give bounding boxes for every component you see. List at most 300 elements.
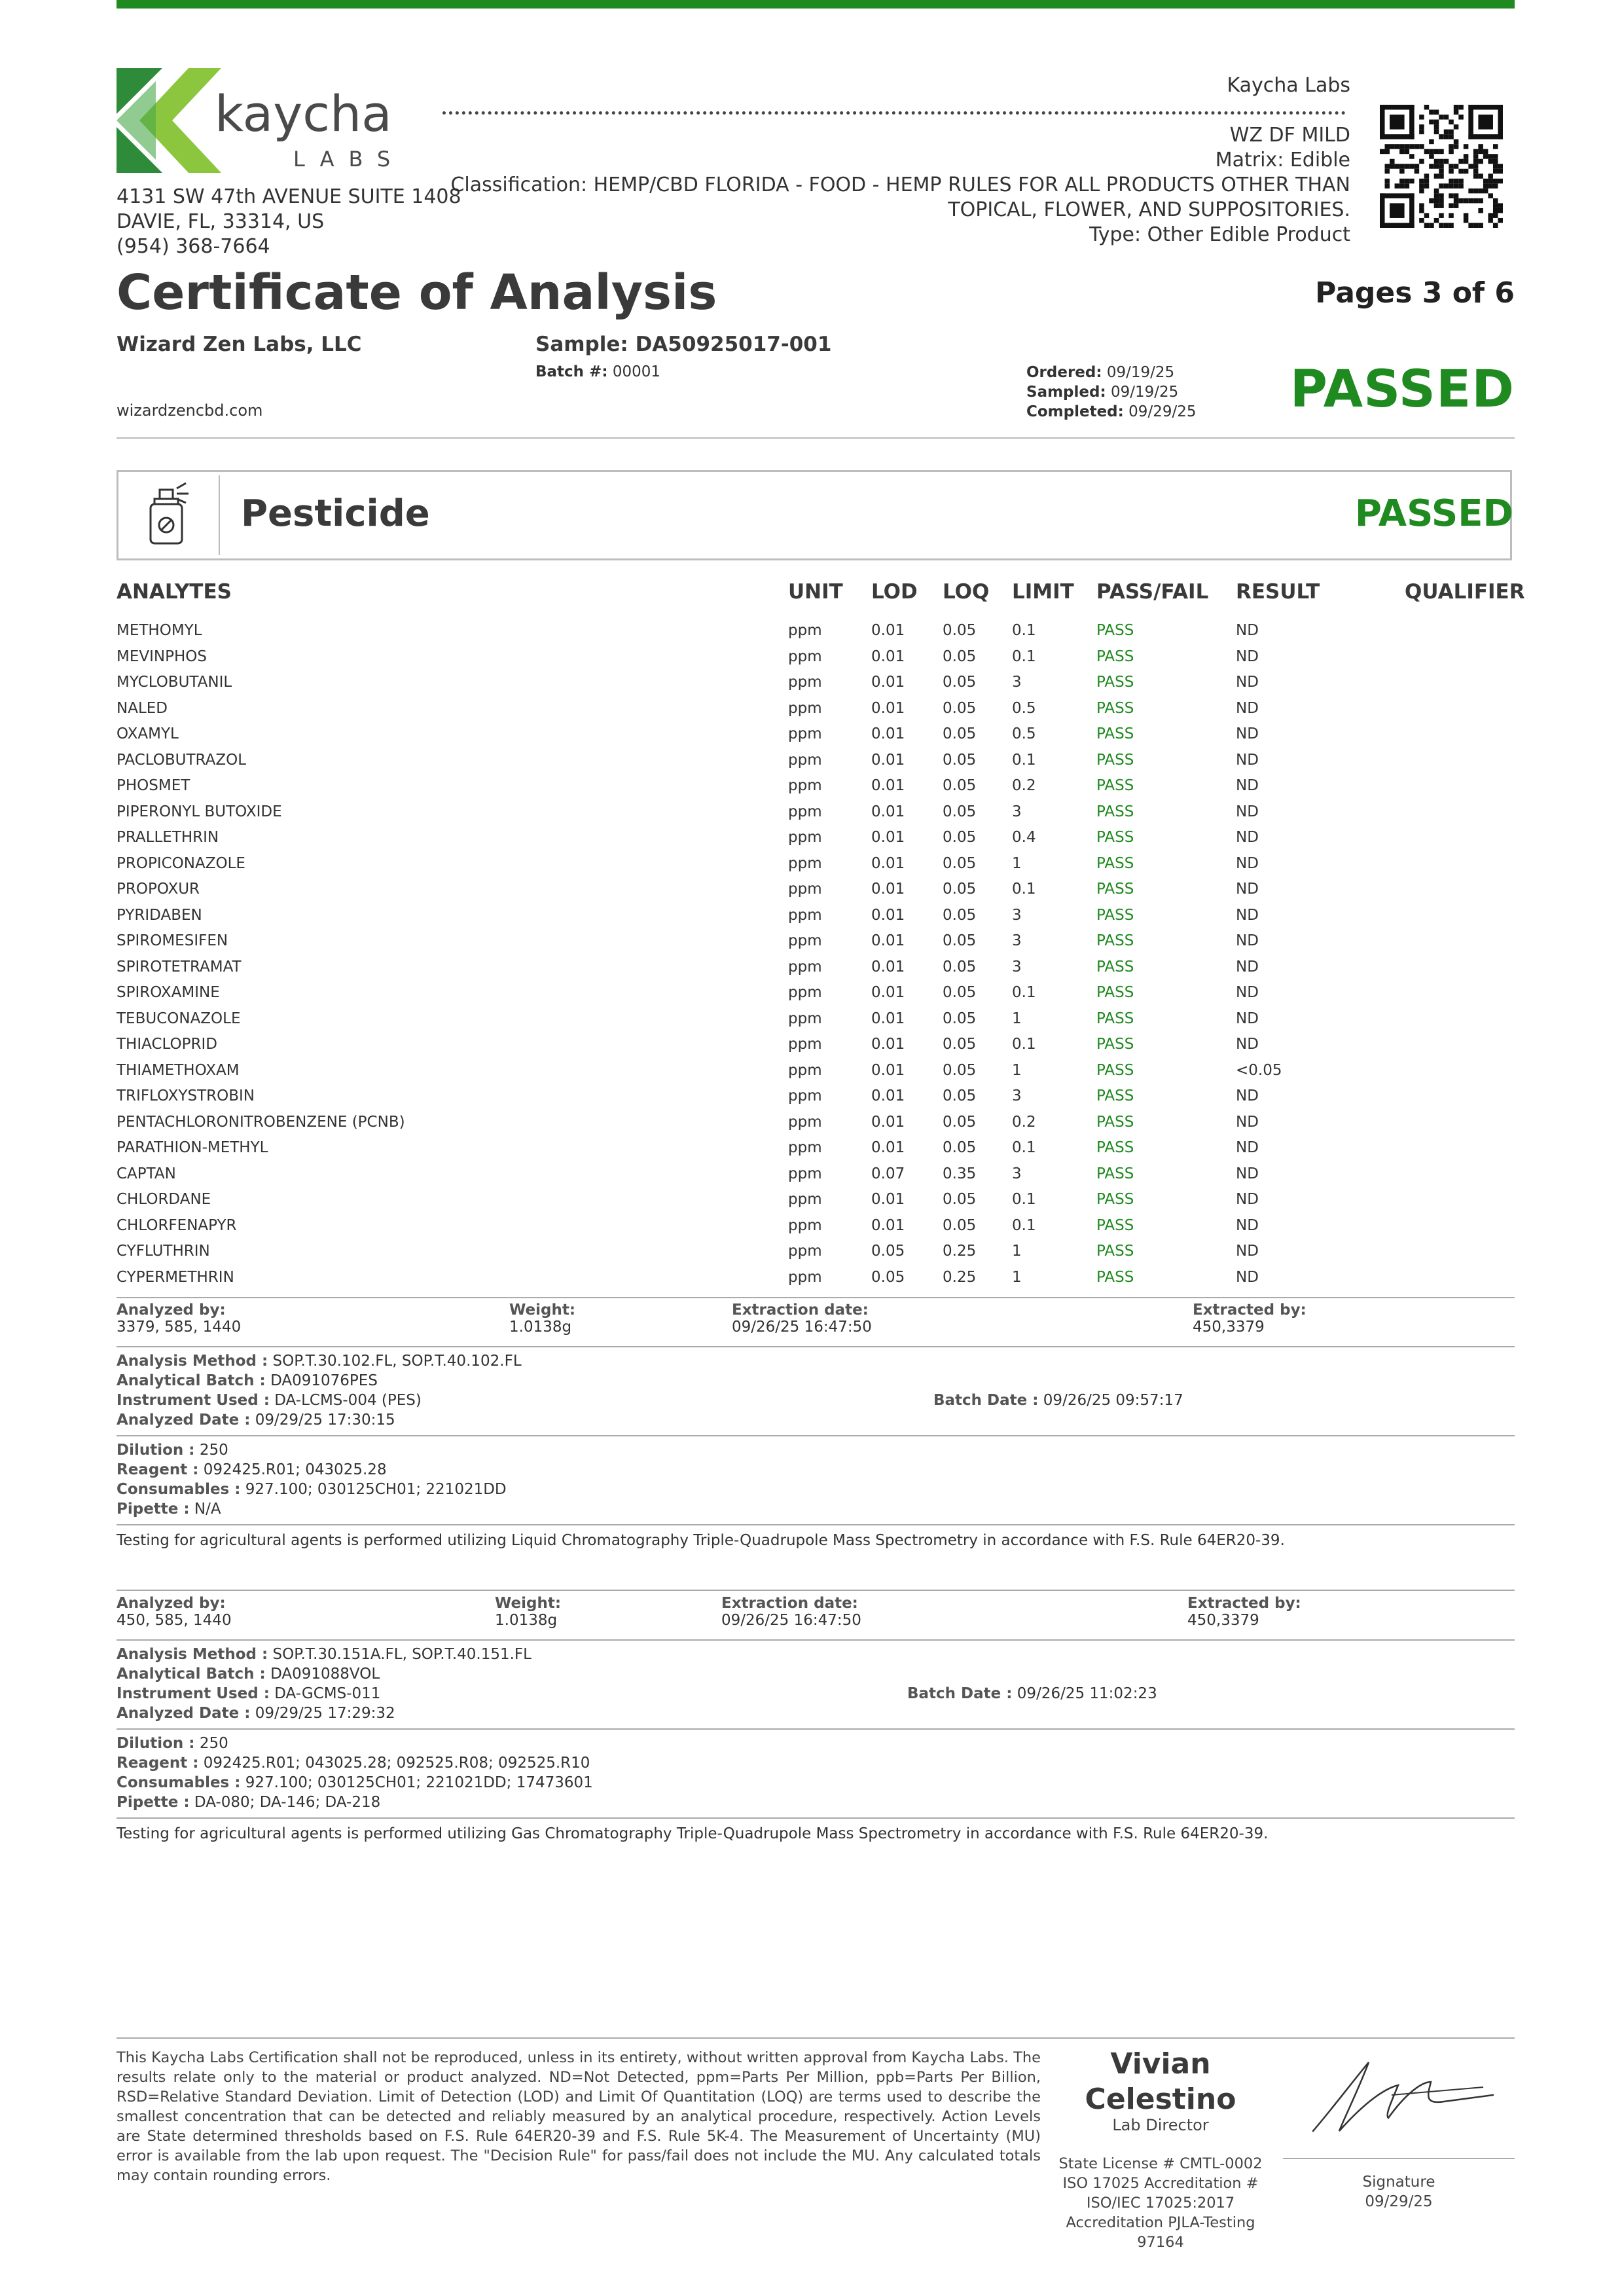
qr-code[interactable] — [1380, 105, 1503, 228]
analyte-name: CYPERMETHRIN — [117, 1268, 234, 1286]
loq-cell: 0.05 — [943, 751, 977, 769]
result-cell: ND — [1236, 803, 1259, 820]
product-info — [434, 73, 1350, 247]
unit-cell: ppm — [788, 1061, 822, 1079]
loq-cell: 0.05 — [943, 984, 977, 1001]
block1-batch-date — [933, 1391, 1183, 1410]
batch-date-label: Batch Date : — [933, 1392, 1039, 1409]
extraction-date-label: Extraction date: — [732, 1302, 869, 1319]
director-title: Lab Director — [1112, 2116, 1209, 2134]
extraction-date-value: 09/26/25 16:47:50 — [732, 1319, 872, 1336]
sample-id: Sample: DA50925017-001 — [535, 333, 832, 356]
batch-label: Batch #: — [535, 363, 608, 380]
lod-cell: 0.01 — [871, 1113, 905, 1131]
analyte-name: CHLORDANE — [117, 1191, 211, 1208]
loq-cell: 0.05 — [943, 1010, 977, 1027]
limit-cell: 0.1 — [1012, 1216, 1036, 1234]
pass-fail-cell: PASS — [1096, 1087, 1134, 1104]
batch-date-value: 09/26/25 09:57:17 — [1043, 1392, 1183, 1409]
disclaimer-text: This Kaycha Labs Certification shall not be reproduced, unless in its entirety, without written approval from Kaycha Labs. The results relate only to the material or product analyzed. ND=Not Detected, ppm=Parts Per Million, ppb=Parts Per Billion, RSD=Relative Standard Deviation. Limit of Detection (LOD) and Limit Of Quantitation (LOQ) are terms used to describe the smallest concentration that can be detected and reliably measured by an analytical procedure, respectively. Action Levels are State determined thresholds based on F.S. Rule 64ER20-39 and F.S. Rule 5K-4. The Measurement of Uncertainty (MU) error is available from the lab upon request. The "Decision Rule" for pass/fail does not include the MU. Any calculated totals may contain rounding errors. — [117, 2049, 1041, 2184]
unit-cell: ppm — [788, 751, 822, 769]
table-row — [0, 1265, 1622, 1290]
result-cell: ND — [1236, 725, 1259, 742]
analytical-batch-value: DA091088VOL — [270, 1666, 380, 1683]
block1-analyzed-by — [117, 1302, 241, 1336]
classification-line-1: Classification: HEMP/CBD FLORIDA - FOOD - HEMP RULES FOR ALL PRODUCTS OTHER THAN — [450, 173, 1350, 196]
unit-cell: ppm — [788, 674, 822, 691]
limit-cell: 0.1 — [1012, 1036, 1036, 1053]
block2-batch-date — [907, 1684, 1157, 1704]
result-cell: ND — [1236, 1010, 1259, 1027]
analyte-name: METHOMYL — [117, 622, 202, 639]
result-cell: ND — [1236, 1243, 1259, 1260]
pass-fail-cell: PASS — [1096, 647, 1134, 665]
block1-rule-2 — [117, 1435, 1515, 1436]
block2-reagent-info — [117, 1734, 593, 1812]
analysis-method-label: Analysis Method : — [117, 1353, 268, 1370]
lod-cell: 0.01 — [871, 906, 905, 924]
table-row — [0, 1032, 1622, 1057]
unit-cell: ppm — [788, 1010, 822, 1027]
client-name: Wizard Zen Labs, LLC — [117, 333, 362, 356]
block1-rule-3 — [117, 1524, 1515, 1525]
unit-cell: ppm — [788, 1243, 822, 1260]
kaycha-logo-icon — [117, 68, 405, 173]
reagent-label: Reagent : — [117, 1461, 199, 1478]
extracted-by-label: Extracted by: — [1187, 1595, 1301, 1612]
lab-phone: (954) 368-7664 — [117, 235, 270, 258]
footer-divider — [117, 2037, 1515, 2039]
analyzed-date-value: 09/29/25 17:29:32 — [255, 1705, 395, 1722]
reagent-value: 092425.R01; 043025.28 — [203, 1461, 387, 1478]
limit-cell: 0.2 — [1012, 1113, 1036, 1131]
result-cell: ND — [1236, 622, 1259, 639]
table-row — [0, 1058, 1622, 1084]
analyzed-by-label: Analyzed by: — [117, 1595, 226, 1612]
reagent-value: 092425.R01; 043025.28; 092525.R08; 092525.R10 — [203, 1755, 590, 1772]
limit-cell: 1 — [1012, 1268, 1022, 1286]
batch-value: 00001 — [612, 363, 661, 380]
col-header-pass-fail: PASS/FAIL — [1096, 580, 1209, 604]
loq-cell: 0.05 — [943, 1087, 977, 1104]
analyte-name: PHOSMET — [117, 777, 190, 794]
analyte-name: CHLORFENAPYR — [117, 1216, 237, 1234]
unit-cell: ppm — [788, 699, 822, 717]
block1-extracted-by — [1193, 1302, 1307, 1336]
table-row — [0, 851, 1622, 877]
col-header-lod: LOD — [871, 580, 918, 604]
analyte-name: SPIROTETRAMAT — [117, 958, 242, 975]
page-count: Pages 3 of 6 — [1315, 276, 1515, 310]
lod-cell: 0.01 — [871, 829, 905, 846]
table-row — [0, 1213, 1622, 1239]
table-bottom-rule — [117, 1297, 1515, 1298]
product-type: Type: Other Edible Product — [1089, 223, 1350, 246]
analyzed-by-value: 450, 585, 1440 — [117, 1612, 232, 1629]
table-row — [0, 773, 1622, 799]
signature-date: 09/29/25 — [1365, 2193, 1433, 2210]
block1-weight — [509, 1302, 575, 1336]
lod-cell: 0.05 — [871, 1243, 905, 1260]
lod-cell: 0.01 — [871, 725, 905, 742]
table-row — [0, 1187, 1622, 1212]
classification-line-2: TOPICAL, FLOWER, AND SUPPOSITORIES. — [948, 198, 1350, 221]
lod-cell: 0.01 — [871, 1139, 905, 1156]
pass-fail-cell: PASS — [1096, 1268, 1134, 1286]
batch-number — [535, 363, 660, 380]
limit-cell: 0.4 — [1012, 829, 1036, 846]
result-cell: ND — [1236, 1191, 1259, 1208]
loq-cell: 0.05 — [943, 1139, 977, 1156]
result-cell: ND — [1236, 881, 1259, 898]
signature-line — [1283, 2158, 1515, 2159]
consumables-label: Consumables : — [117, 1481, 241, 1498]
overall-status-badge: PASSED — [1289, 360, 1515, 419]
result-cell: ND — [1236, 854, 1259, 872]
limit-cell: 3 — [1012, 932, 1022, 949]
unit-cell: ppm — [788, 854, 822, 872]
result-cell: ND — [1236, 1216, 1259, 1234]
table-row — [0, 1135, 1622, 1161]
weight-value: 1.0138g — [509, 1319, 572, 1336]
table-row — [0, 1006, 1622, 1032]
pass-fail-cell: PASS — [1096, 751, 1134, 769]
dilution-label: Dilution : — [117, 1442, 195, 1459]
analyte-name: SPIROMESIFEN — [117, 932, 228, 949]
col-header-limit: LIMIT — [1012, 580, 1074, 604]
lod-cell: 0.01 — [871, 622, 905, 639]
pass-fail-cell: PASS — [1096, 674, 1134, 691]
lab-address — [117, 185, 461, 259]
block1-rule-1 — [117, 1346, 1515, 1347]
col-header-analytes: ANALYTES — [117, 580, 232, 604]
pass-fail-cell: PASS — [1096, 803, 1134, 820]
analyte-name: THIACLOPRID — [117, 1036, 217, 1053]
unit-cell: ppm — [788, 932, 822, 949]
pass-fail-cell: PASS — [1096, 854, 1134, 872]
unit-cell: ppm — [788, 1165, 822, 1182]
pipette-label: Pipette : — [117, 1794, 190, 1811]
instrument-value: DA-GCMS-011 — [274, 1685, 381, 1702]
extraction-date-value: 09/26/25 16:47:50 — [721, 1612, 861, 1629]
pass-fail-cell: PASS — [1096, 906, 1134, 924]
analyte-name: CAPTAN — [117, 1165, 176, 1182]
unit-cell: ppm — [788, 803, 822, 820]
analyte-name: TEBUCONAZOLE — [117, 1010, 241, 1027]
pass-fail-cell: PASS — [1096, 1165, 1134, 1182]
analyte-name: MEVINPHOS — [117, 647, 207, 665]
dilution-label: Dilution : — [117, 1735, 195, 1752]
limit-cell: 0.2 — [1012, 777, 1036, 794]
pipette-label: Pipette : — [117, 1501, 190, 1518]
license-info: State License # CMTL-0002 ISO 17025 Accreditation # ISO/IEC 17025:2017 Accreditation PJLA-Testing 97164 — [1058, 2155, 1263, 2251]
section-title: Pesticide — [241, 492, 430, 535]
unit-cell: ppm — [788, 1087, 822, 1104]
limit-cell: 0.1 — [1012, 984, 1036, 1001]
table-row — [0, 670, 1622, 695]
lod-cell: 0.07 — [871, 1165, 905, 1182]
loq-cell: 0.25 — [943, 1268, 977, 1286]
dilution-value: 250 — [199, 1442, 228, 1459]
unit-cell: ppm — [788, 622, 822, 639]
limit-cell: 0.1 — [1012, 881, 1036, 898]
table-row — [0, 1161, 1622, 1187]
table-row — [0, 799, 1622, 825]
unit-cell: ppm — [788, 1191, 822, 1208]
loq-cell: 0.05 — [943, 803, 977, 820]
analyte-name: PROPOXUR — [117, 881, 200, 898]
batch-date-value: 09/26/25 11:02:23 — [1017, 1685, 1157, 1702]
analyte-name: PIPERONYL BUTOXIDE — [117, 803, 282, 820]
limit-cell: 1 — [1012, 1243, 1022, 1260]
pass-fail-cell: PASS — [1096, 1191, 1134, 1208]
dilution-value: 250 — [199, 1735, 228, 1752]
analyte-name: PARATHION-METHYL — [117, 1139, 268, 1156]
pass-fail-cell: PASS — [1096, 622, 1134, 639]
handwritten-signature — [1307, 2056, 1496, 2134]
loq-cell: 0.05 — [943, 725, 977, 742]
lod-cell: 0.01 — [871, 751, 905, 769]
completed-label: Completed: — [1026, 403, 1124, 420]
loq-cell: 0.05 — [943, 622, 977, 639]
pass-fail-cell: PASS — [1096, 777, 1134, 794]
table-row — [0, 721, 1622, 747]
extracted-by-value: 450,3379 — [1187, 1612, 1259, 1629]
analyte-name: NALED — [117, 699, 168, 717]
block2-method-info — [117, 1645, 532, 1723]
table-row — [0, 825, 1622, 850]
analyte-name: PYRIDABEN — [117, 906, 202, 924]
loq-cell: 0.05 — [943, 674, 977, 691]
table-row — [0, 928, 1622, 954]
analyte-name: OXAMYL — [117, 725, 179, 742]
limit-cell: 0.5 — [1012, 699, 1036, 717]
analytical-batch-label: Analytical Batch : — [117, 1372, 266, 1389]
instrument-label: Instrument Used : — [117, 1392, 270, 1409]
limit-cell: 3 — [1012, 1165, 1022, 1182]
result-cell: ND — [1236, 674, 1259, 691]
pass-fail-cell: PASS — [1096, 829, 1134, 846]
page-title: Certificate of Analysis — [117, 264, 717, 321]
col-header-unit: UNIT — [788, 580, 843, 604]
limit-cell: 0.1 — [1012, 1191, 1036, 1208]
unit-cell: ppm — [788, 958, 822, 975]
pass-fail-cell: PASS — [1096, 1139, 1134, 1156]
block2-rule-1 — [117, 1639, 1515, 1641]
pipette-value: DA-080; DA-146; DA-218 — [194, 1794, 381, 1811]
analyte-name: TRIFLOXYSTROBIN — [117, 1087, 255, 1104]
address-line-1: 4131 SW 47th AVENUE SUITE 1408 — [117, 185, 461, 208]
product-matrix: Matrix: Edible — [1215, 149, 1350, 172]
director-name — [1047, 2047, 1274, 2117]
table-row — [0, 644, 1622, 670]
block2-method-note: Testing for agricultural agents is performed utilizing Gas Chromatography Triple-Quadrupole Mass Spectrometry in accordance with F.S. Rule 64ER20-39. — [117, 1825, 1269, 1842]
result-cell: ND — [1236, 958, 1259, 975]
client-website[interactable]: wizardzencbd.com — [117, 401, 263, 420]
section-icon-divider — [219, 475, 220, 555]
loq-cell: 0.05 — [943, 1191, 977, 1208]
unit-cell: ppm — [788, 881, 822, 898]
block2-rule-3 — [117, 1817, 1515, 1819]
table-row — [0, 1110, 1622, 1135]
section-status-badge: PASSED — [1354, 492, 1513, 535]
loq-cell: 0.05 — [943, 881, 977, 898]
pass-fail-cell: PASS — [1096, 699, 1134, 717]
result-cell: ND — [1236, 1036, 1259, 1053]
col-header-qualifier: QUALIFIER — [1405, 580, 1525, 604]
address-line-2: DAVIE, FL, 33314, US — [117, 210, 325, 233]
loq-cell: 0.05 — [943, 1113, 977, 1131]
limit-cell: 0.1 — [1012, 751, 1036, 769]
lod-cell: 0.01 — [871, 1216, 905, 1234]
lod-cell: 0.01 — [871, 803, 905, 820]
block2-analyzed-by — [117, 1595, 232, 1629]
weight-label: Weight: — [495, 1595, 562, 1612]
analysis-method-value: SOP.T.30.151A.FL, SOP.T.40.151.FL — [272, 1646, 532, 1663]
unit-cell: ppm — [788, 829, 822, 846]
col-header-loq: LOQ — [943, 580, 990, 604]
block2-extracted-by — [1187, 1595, 1301, 1629]
signature-label: Signature — [1362, 2174, 1435, 2191]
pass-fail-cell: PASS — [1096, 984, 1134, 1001]
result-cell: ND — [1236, 1087, 1259, 1104]
result-cell: ND — [1236, 1139, 1259, 1156]
loq-cell: 0.05 — [943, 1061, 977, 1079]
block1-reagent-info — [117, 1440, 507, 1519]
header-divider — [117, 437, 1515, 439]
analyzed-date-label: Analyzed Date : — [117, 1412, 251, 1429]
table-row — [0, 903, 1622, 928]
lod-cell: 0.01 — [871, 881, 905, 898]
result-cell: ND — [1236, 699, 1259, 717]
weight-value: 1.0138g — [495, 1612, 558, 1629]
loq-cell: 0.05 — [943, 647, 977, 665]
analysis-method-value: SOP.T.30.102.FL, SOP.T.40.102.FL — [272, 1353, 522, 1370]
block2-weight — [495, 1595, 561, 1629]
analyte-name: PRALLETHRIN — [117, 829, 219, 846]
loq-cell: 0.05 — [943, 699, 977, 717]
result-cell: ND — [1236, 777, 1259, 794]
kaycha-logo — [117, 68, 405, 173]
extracted-by-value: 450,3379 — [1193, 1319, 1265, 1336]
sampled-label: Sampled: — [1026, 384, 1106, 401]
loq-cell: 0.05 — [943, 906, 977, 924]
limit-cell: 0.1 — [1012, 622, 1036, 639]
result-cell: ND — [1236, 932, 1259, 949]
pass-fail-cell: PASS — [1096, 725, 1134, 742]
block2-rule-2 — [117, 1728, 1515, 1730]
analyte-name: CYFLUTHRIN — [117, 1243, 210, 1260]
order-dates — [1026, 363, 1196, 422]
result-cell: <0.05 — [1236, 1061, 1282, 1079]
unit-cell: ppm — [788, 647, 822, 665]
lod-cell: 0.01 — [871, 1010, 905, 1027]
result-cell: ND — [1236, 829, 1259, 846]
unit-cell: ppm — [788, 1268, 822, 1286]
block1-extraction-date — [732, 1302, 872, 1336]
loq-cell: 0.05 — [943, 958, 977, 975]
unit-cell: ppm — [788, 725, 822, 742]
loq-cell: 0.05 — [943, 1216, 977, 1234]
limit-cell: 1 — [1012, 854, 1022, 872]
lod-cell: 0.01 — [871, 1061, 905, 1079]
table-row — [0, 748, 1622, 773]
pass-fail-cell: PASS — [1096, 958, 1134, 975]
pass-fail-cell: PASS — [1096, 1010, 1134, 1027]
loq-cell: 0.25 — [943, 1243, 977, 1260]
pass-fail-cell: PASS — [1096, 881, 1134, 898]
table-row — [0, 696, 1622, 721]
analytical-batch-value: DA091076PES — [270, 1372, 378, 1389]
lod-cell: 0.01 — [871, 984, 905, 1001]
logo-sub: LABS — [293, 147, 405, 172]
completed-value: 09/29/25 — [1128, 403, 1197, 420]
pass-fail-cell: PASS — [1096, 1216, 1134, 1234]
product-name: WZ DF MILD — [1229, 124, 1350, 147]
block1-method-info — [117, 1351, 522, 1430]
lod-cell: 0.01 — [871, 958, 905, 975]
result-cell: ND — [1236, 1268, 1259, 1286]
ordered-value: 09/19/25 — [1106, 364, 1175, 381]
director-first-name: Vivian — [1110, 2047, 1211, 2081]
pass-fail-cell: PASS — [1096, 1113, 1134, 1131]
limit-cell: 3 — [1012, 803, 1022, 820]
limit-cell: 0.1 — [1012, 647, 1036, 665]
block2-rule-0 — [117, 1590, 1515, 1591]
analyte-name: SPIROXAMINE — [117, 984, 220, 1001]
pass-fail-cell: PASS — [1096, 1061, 1134, 1079]
lod-cell: 0.01 — [871, 854, 905, 872]
limit-cell: 0.5 — [1012, 725, 1036, 742]
unit-cell: ppm — [788, 1113, 822, 1131]
spray-bottle-icon — [145, 482, 191, 547]
extraction-date-label: Extraction date: — [721, 1595, 858, 1612]
instrument-label: Instrument Used : — [117, 1685, 270, 1702]
lod-cell: 0.01 — [871, 777, 905, 794]
limit-cell: 1 — [1012, 1061, 1022, 1079]
logo-wordmark: kaycha — [215, 84, 392, 143]
pass-fail-cell: PASS — [1096, 1036, 1134, 1053]
loq-cell: 0.05 — [943, 777, 977, 794]
consumables-label: Consumables : — [117, 1774, 241, 1791]
analyte-name: MYCLOBUTANIL — [117, 674, 232, 691]
sampled-value: 09/19/25 — [1110, 384, 1179, 401]
result-cell: ND — [1236, 984, 1259, 1001]
analyte-name: PENTACHLORONITROBENZENE (PCNB) — [117, 1113, 405, 1131]
loq-cell: 0.05 — [943, 932, 977, 949]
consumables-value: 927.100; 030125CH01; 221021DD; 17473601 — [245, 1774, 593, 1791]
analyzed-date-value: 09/29/25 17:30:15 — [255, 1412, 395, 1429]
weight-label: Weight: — [509, 1302, 576, 1319]
analyte-name: THIAMETHOXAM — [117, 1061, 240, 1079]
analyzed-by-label: Analyzed by: — [117, 1302, 226, 1319]
block2-extraction-date — [721, 1595, 861, 1629]
loq-cell: 0.35 — [943, 1165, 977, 1182]
table-row — [0, 980, 1622, 1006]
limit-cell: 3 — [1012, 674, 1022, 691]
pass-fail-cell: PASS — [1096, 1243, 1134, 1260]
result-cell: ND — [1236, 906, 1259, 924]
lod-cell: 0.01 — [871, 674, 905, 691]
lod-cell: 0.01 — [871, 1036, 905, 1053]
loq-cell: 0.05 — [943, 829, 977, 846]
unit-cell: ppm — [788, 906, 822, 924]
table-row — [0, 955, 1622, 980]
limit-cell: 3 — [1012, 1087, 1022, 1104]
col-header-result: RESULT — [1236, 580, 1320, 604]
loq-cell: 0.05 — [943, 1036, 977, 1053]
extracted-by-label: Extracted by: — [1193, 1302, 1307, 1319]
